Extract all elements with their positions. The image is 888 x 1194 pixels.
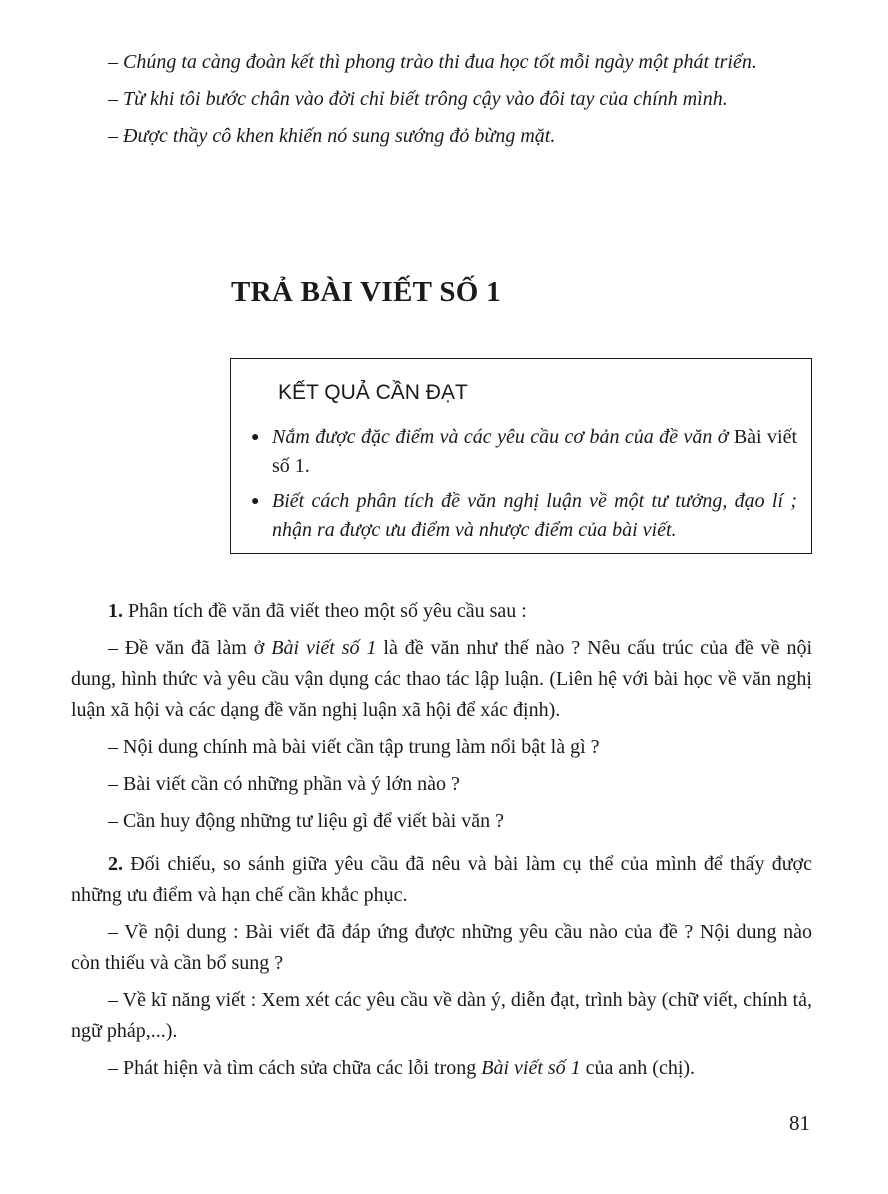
exercise-2-question: – Về nội dung : Bài viết đã đáp ứng được những yêu cầu nào của đề ? Nội dung nào còn thiếu và cần bổ sung ? [71, 921, 812, 974]
outcomes-list [251, 423, 797, 551]
section-title: TRẢ BÀI VIẾT SỐ 1 [231, 276, 501, 308]
exercise-number: 1. [108, 600, 123, 622]
exercise-1-question: – Bài viết cần có những phần và ý lớn nào ? [108, 773, 460, 795]
exercise-body [71, 596, 812, 1090]
exercise-2-question [71, 1053, 812, 1084]
exercise-1-heading [71, 596, 812, 627]
example-sentence: – Từ khi tôi bước chân vào đời chỉ biết trông cậy vào đôi tay của chính mình. [108, 88, 728, 110]
question-text: – Phát hiện và tìm cách sửa chữa các lỗi trong [108, 1057, 482, 1079]
outcome-item [251, 423, 797, 481]
outcome-text: Nắm được đặc điểm và các yêu cầu cơ bản của đề văn ở [272, 426, 729, 448]
intro-example-sentences [108, 44, 828, 155]
outcome-text: Biết cách phân tích đề văn nghị luận về một tư tưởng, đạo lí ; nhận ra được ưu điểm và nhược điểm của bài viết. [272, 490, 797, 541]
example-sentence: – Được thầy cô khen khiến nó sung sướng đỏ bừng mặt. [108, 125, 556, 147]
exercise-text: Phân tích đề văn đã viết theo một số yêu cầu sau : [123, 600, 527, 622]
question-italic-ref: Bài viết số 1 [271, 637, 377, 659]
outcome-item [251, 487, 797, 545]
question-text: là đề văn như thế nào ? Nêu cấu trúc của đề về nội dung, hình thức và yêu cầu vận dụng các thao tác lập luận. (Liên hệ với bài học về văn nghị luận xã hội và các dạng đề văn nghị luận xã hội để xác định). [71, 637, 812, 721]
question-text: của anh (chị). [580, 1057, 696, 1079]
exercise-1-question: – Nội dung chính mà bài viết cần tập trung làm nổi bật là gì ? [108, 736, 600, 758]
question-italic-ref: Bài viết số 1 [481, 1057, 581, 1079]
bullet-icon: ● [251, 494, 260, 509]
outcome-text-normal: Bài viết số 1. [272, 426, 798, 477]
exercise-1-question: – Cần huy động những tư liệu gì để viết bài văn ? [108, 810, 505, 832]
question-text: – Đề văn đã làm ở [108, 637, 272, 659]
exercise-text: Đối chiếu, so sánh giữa yêu cầu đã nêu và bài làm cụ thể của mình để thấy được những ưu điểm và hạn chế cần khắc phục. [71, 853, 812, 906]
page-number: 81 [789, 1111, 810, 1135]
exercise-number: 2. [108, 853, 123, 875]
exercise-2-heading [71, 849, 812, 911]
outcomes-heading: KẾT QUẢ CẦN ĐẠT [278, 381, 468, 404]
example-sentence: – Chúng ta càng đoàn kết thì phong trào thi đua học tốt mỗi ngày một phát triển. [108, 51, 757, 73]
exercise-1-question [71, 633, 812, 726]
learning-outcomes-box [230, 358, 812, 554]
bullet-icon: ● [251, 430, 260, 445]
exercise-2-question: – Về kĩ năng viết : Xem xét các yêu cầu về dàn ý, diễn đạt, trình bày (chữ viết, chính tả, ngữ pháp,...). [71, 989, 812, 1042]
